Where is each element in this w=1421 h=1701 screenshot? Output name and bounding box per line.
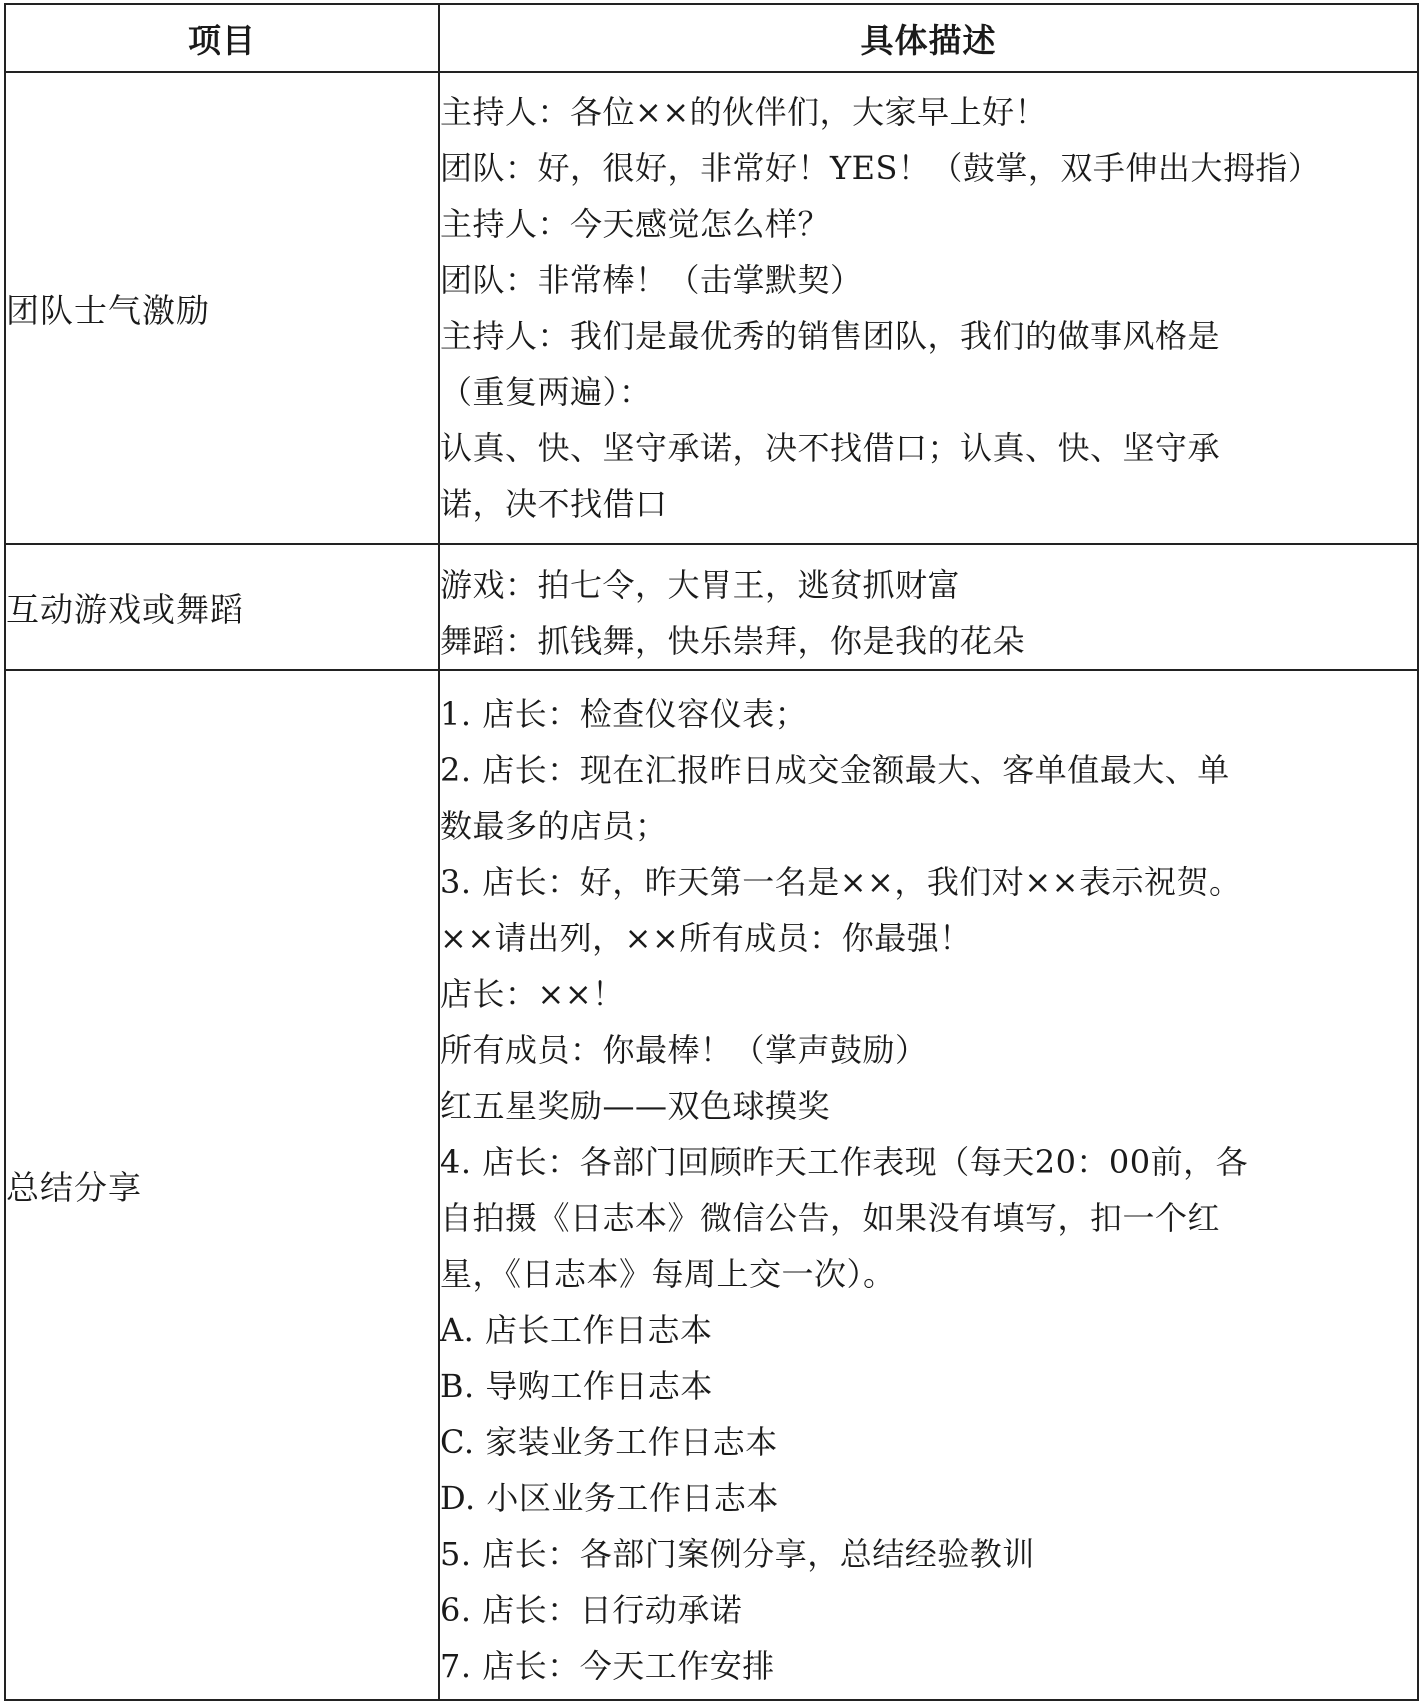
table-row-summary — [5, 670, 1418, 1700]
description-line: D. 小区业务工作日志本 — [440, 1479, 779, 1517]
description-line: B. 导购工作日志本 — [440, 1367, 713, 1405]
description-line: 1. 店长：检查仪容仪表； — [440, 695, 808, 733]
row-project-label: 团队士气激励 — [5, 72, 439, 544]
description-line: 3. 店长：好，昨天第一名是××，我们对××表示祝贺。 — [440, 863, 1242, 901]
description-line: 主持人：各位××的伙伴们，大家早上好！ — [440, 93, 1048, 131]
description-line: 团队：非常棒！（击掌默契） — [440, 261, 863, 299]
header-description: 具体描述 — [439, 4, 1418, 72]
description-line: ××请出列，××所有成员：你最强！ — [440, 919, 972, 957]
description-line: 所有成员：你最棒！（掌声鼓励） — [440, 1031, 928, 1069]
description-line: 诺，决不找借口 — [440, 485, 668, 523]
morning-meeting-table — [4, 3, 1419, 1701]
description-line: 6. 店长：日行动承诺 — [440, 1591, 743, 1629]
description-line: 店长：××！ — [440, 975, 625, 1013]
description-line: 认真、快、坚守承诺，决不找借口；认真、快、坚守承 — [440, 429, 1221, 467]
row-description — [439, 72, 1418, 544]
row-project-label: 互动游戏或舞蹈 — [5, 544, 439, 670]
description-line: 游戏：拍七令，大胃王，逃贫抓财富 — [440, 566, 961, 604]
description-line: 舞蹈：抓钱舞，快乐崇拜，你是我的花朵 — [440, 622, 1026, 660]
table-header-row — [5, 4, 1418, 72]
description-line: 4. 店长：各部门回顾昨天工作表现（每天20：00前，各 — [440, 1143, 1249, 1181]
description-line: 数最多的店员； — [440, 807, 668, 845]
description-line: 7. 店长：今天工作安排 — [440, 1647, 775, 1685]
table-row-team-morale — [5, 72, 1418, 544]
header-project: 项目 — [5, 4, 439, 72]
row-description — [439, 544, 1418, 670]
row-project-label: 总结分享 — [5, 670, 439, 1700]
description-line: 主持人：我们是最优秀的销售团队，我们的做事风格是 — [440, 317, 1221, 355]
table-row-games — [5, 544, 1418, 670]
description-line: 星，《日志本》每周上交一次）。 — [440, 1255, 896, 1293]
description-line: 红五星奖励——双色球摸奖 — [440, 1087, 831, 1125]
description-line: （重复两遍）： — [440, 373, 652, 411]
description-line: A. 店长工作日志本 — [440, 1311, 713, 1349]
description-line: 2. 店长：现在汇报昨日成交金额最大、客单值最大、单 — [440, 751, 1230, 789]
description-line: 5. 店长：各部门案例分享，总结经验教训 — [440, 1535, 1035, 1573]
description-line: 主持人：今天感觉怎么样？ — [440, 205, 831, 243]
description-line: 团队：好，很好，非常好！YES！（鼓掌，双手伸出大拇指） — [440, 149, 1321, 187]
row-description — [439, 670, 1418, 1700]
description-line: 自拍摄《日志本》微信公告，如果没有填写，扣一个红 — [440, 1199, 1221, 1237]
description-line: C. 家装业务工作日志本 — [440, 1423, 778, 1461]
